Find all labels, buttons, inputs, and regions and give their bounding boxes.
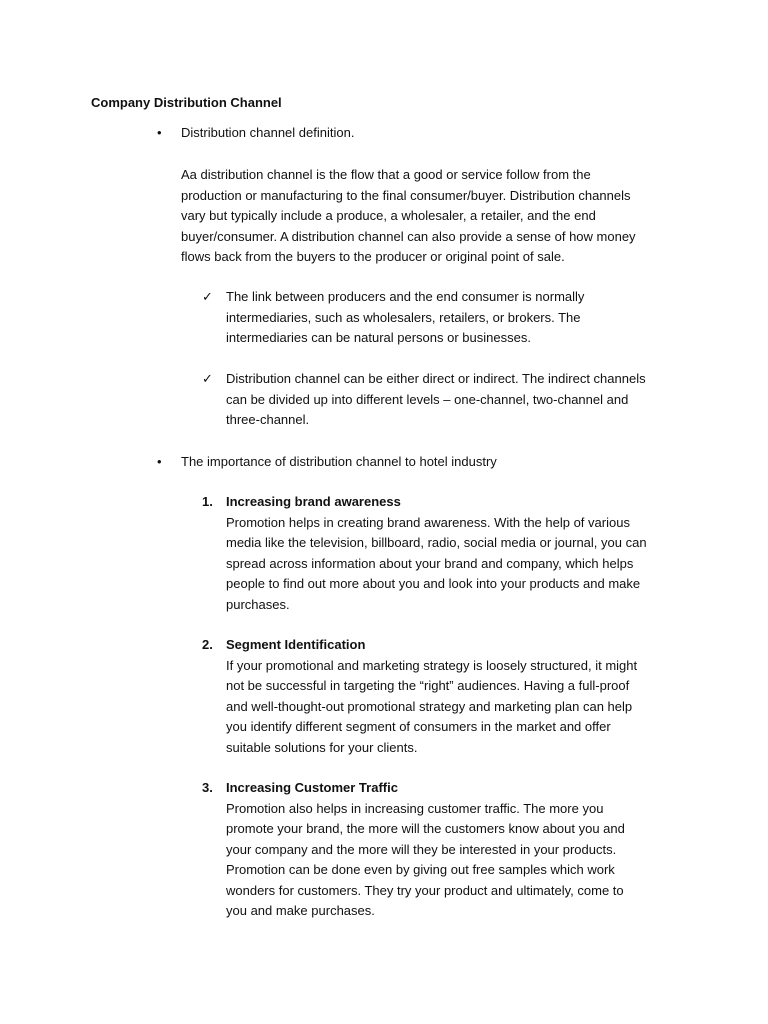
item-line: people to find out more about you and look into your products and make [226, 576, 641, 591]
item-line: spread across information about your brand and company, which helps [226, 555, 634, 571]
checkmark-icon: ✓ [202, 289, 213, 304]
item-line: Promotion can be done even by giving out free samples which work [226, 862, 615, 877]
item-line: suitable solutions for your clients. [226, 739, 418, 755]
item-line: If your promotional and marketing strategy is loosely structured, it might [226, 657, 638, 673]
item-line: and well-thought-out promotional strategy and marketing plan can help [226, 698, 633, 714]
check-item-text [226, 287, 692, 349]
check-line: can be divided up into different levels – one-channel, two-channel and [226, 391, 629, 407]
item-line: promote your brand, the more will the customers know about you and [226, 821, 625, 836]
bullet-text: The importance of distribution channel to hotel industry [181, 454, 497, 469]
item-number: 2. [202, 637, 213, 652]
check-line: Distribution channel can be either direct or indirect. The indirect channels [226, 371, 646, 386]
paragraph-line: Aa distribution channel is the flow that a good or service follow from the [181, 167, 591, 182]
page-title: Company Distribution Channel [91, 95, 282, 110]
bullet-marker: • [157, 454, 162, 469]
item-heading: Increasing brand awareness [226, 494, 401, 509]
numbered-item-body [226, 778, 692, 922]
check-item-text [226, 369, 692, 431]
item-line: media like the television, billboard, radio, social media or journal, you can [226, 535, 647, 550]
checkmark-icon: ✓ [202, 371, 213, 386]
bullet-marker: • [157, 125, 162, 140]
paragraph-line: flows back from the buyers to the producer or original point of sale. [181, 249, 565, 264]
paragraph-line: buyer/consumer. A distribution channel can also provide a sense of how money [181, 228, 636, 244]
paragraph-line: vary but typically include a produce, a wholesaler, a retailer, and the end [181, 208, 596, 223]
item-line: not be successful in targeting the “right” audiences. Having a full-proof [226, 678, 630, 693]
check-line: The link between producers and the end consumer is normally [226, 289, 585, 304]
check-line: intermediaries, such as wholesalers, retailers, or brokers. The [226, 309, 581, 325]
item-number: 1. [202, 494, 213, 509]
check-line: intermediaries can be natural persons or businesses. [226, 330, 531, 345]
item-heading: Segment Identification [226, 637, 366, 652]
numbered-item-body [226, 492, 692, 615]
item-number: 3. [202, 780, 213, 795]
item-line: Promotion helps in creating brand awareness. With the help of various [226, 514, 630, 530]
item-heading: Increasing Customer Traffic [226, 780, 398, 795]
item-line: purchases. [226, 596, 290, 612]
item-line: Promotion also helps in increasing customer traffic. The more you [226, 800, 604, 816]
numbered-item-body [226, 635, 692, 758]
item-line: you identify different segment of consumers in the market and offer [226, 719, 611, 734]
check-line: three-channel. [226, 412, 310, 427]
item-line: wonders for customers. They try your product and ultimately, come to [226, 882, 624, 898]
paragraph-line: production or manufacturing to the final consumer/buyer. Distribution channels [181, 187, 631, 203]
item-line: your company and the more will they be interested in your products. [226, 841, 617, 857]
bullet-text: Distribution channel definition. [181, 125, 355, 140]
item-line: you and make purchases. [226, 903, 375, 918]
definition-paragraph [181, 165, 681, 268]
